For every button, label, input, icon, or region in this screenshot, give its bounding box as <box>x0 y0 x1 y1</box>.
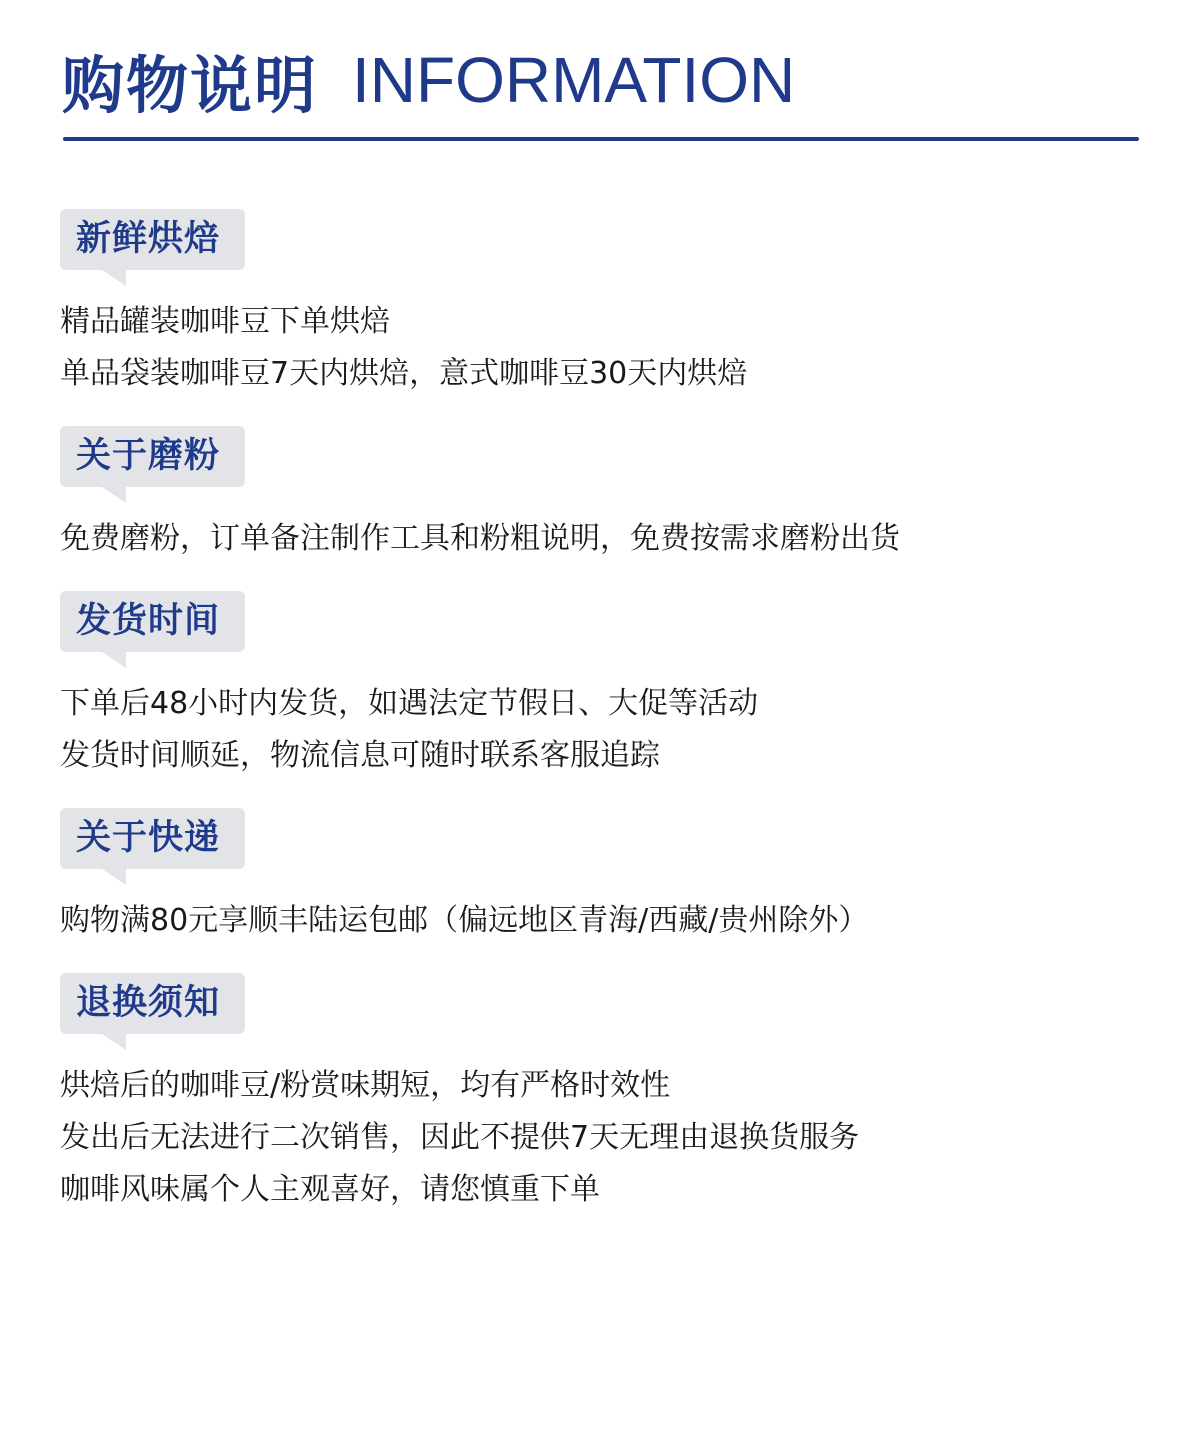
page-title: 购物说明 <box>62 48 319 122</box>
header-divider <box>63 137 1139 141</box>
section-body <box>60 678 758 782</box>
section-text-line: 免费磨粉，订单备注制作工具和粉粗说明，免费按需求磨粉出货 <box>60 521 900 556</box>
section-text-line: 下单后48小时内发货，如遇法定节假日、大促等活动 <box>60 686 759 721</box>
section-tag-label: 新鲜烘焙 <box>76 219 221 259</box>
section-tag <box>60 209 245 270</box>
section-tag-label: 发货时间 <box>76 601 221 641</box>
section-tag-label: 关于磨粉 <box>76 436 221 476</box>
section-shipping-time <box>60 591 758 782</box>
section-body <box>60 513 900 565</box>
section-tag-label: 退换须知 <box>76 983 221 1023</box>
section-text-line: 单品袋装咖啡豆7天内烘焙，意式咖啡豆30天内烘焙 <box>60 356 748 391</box>
page-header <box>62 40 795 120</box>
page-title-english: INFORMATION <box>352 44 796 116</box>
section-text-line: 烘焙后的咖啡豆/粉赏味期短，均有严格时效性 <box>60 1068 671 1103</box>
section-tag <box>60 808 245 869</box>
section-tag <box>60 591 245 652</box>
section-text-line: 发出后无法进行二次销售，因此不提供7天无理由退换货服务 <box>60 1120 860 1155</box>
section-tag <box>60 973 245 1034</box>
section-text-line: 发货时间顺延，物流信息可随时联系客服追踪 <box>60 738 660 773</box>
section-text-line: 购物满80元享顺丰陆运包邮（偏远地区青海/西藏/贵州除外） <box>60 903 869 938</box>
section-body <box>60 296 747 400</box>
section-tag-label: 关于快递 <box>76 818 221 858</box>
section-body <box>60 895 868 947</box>
section-text-line: 精品罐装咖啡豆下单烘焙 <box>60 304 390 339</box>
section-grinding <box>60 426 900 565</box>
section-fresh-roast <box>60 209 747 400</box>
section-text-line: 咖啡风味属个人主观喜好，请您慎重下单 <box>60 1172 600 1207</box>
section-body <box>60 1060 859 1216</box>
section-returns <box>60 973 859 1216</box>
section-courier <box>60 808 868 947</box>
section-tag <box>60 426 245 487</box>
